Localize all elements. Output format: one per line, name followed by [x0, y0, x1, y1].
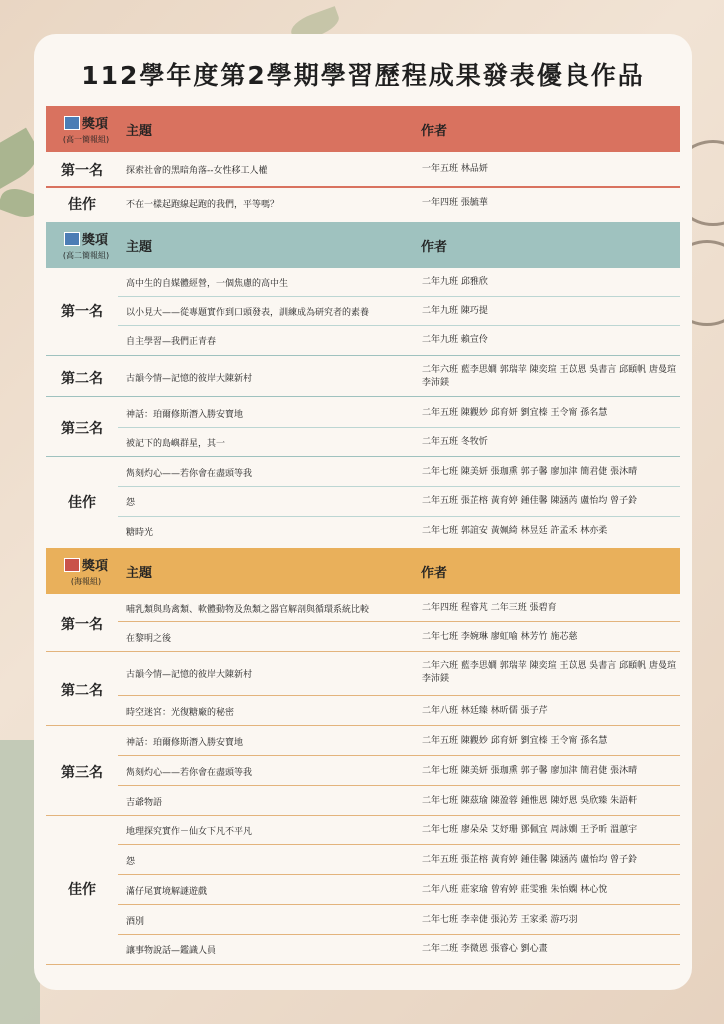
divider: [118, 695, 680, 696]
topic-column-header: 主題: [126, 239, 153, 255]
author-column-header: 作者: [421, 565, 448, 581]
topic-cell: 高中生的自媒體經營，一個焦慮的高中生: [126, 279, 289, 289]
topic-cell: 雋刻灼心——若你會在盡頭等我: [126, 469, 253, 479]
author-cell: 二年五班 陳觀妙 邱育妍 劉宜榛 王令甯 孫名慧: [422, 408, 608, 418]
award-column-header: [46, 229, 126, 261]
divider: [46, 186, 680, 188]
section-header-grade11-presentation: [46, 222, 680, 268]
award-label: 獎項: [81, 559, 108, 574]
author-cell: 二年七班 郭誼安 黃姵綺 林昱廷 許孟禾 林亦柔: [422, 526, 608, 536]
topic-cell: 神話：珀爾修斯潛入勝安寶地: [126, 738, 244, 748]
topic-cell: 時空迷宮：光復糖廠的秘密: [126, 708, 235, 718]
divider: [46, 815, 680, 816]
author-cell: 二年九班 陳巧提: [422, 306, 488, 316]
author-cell: 二年五班 張芷榕 黃育婷 鍾佳馨 陳涵芮 盧怡均 曾子鈴: [422, 496, 638, 506]
divider: [118, 785, 680, 786]
author-cell: 二年七班 廖朵朵 艾妤珊 鄧佩宜 周詠嫺 王予昕 溫蕙宇: [422, 825, 638, 835]
rank-label: 第三名: [61, 421, 103, 437]
topic-cell: 吉爺物語: [126, 798, 163, 808]
author-cell: 二年五班 冬牧忻: [422, 437, 488, 447]
divider: [118, 296, 680, 297]
rank-label: 第二名: [61, 683, 103, 699]
author-cell: 二年七班 陳茲瑜 陳盈蓉 鍾惟恩 陳妤恩 吳欣臻 朱語軒: [422, 796, 638, 806]
topic-cell: 在黎明之後: [126, 634, 172, 644]
author-cell: 二年二班 李微恩 張睿心 劉心畫: [422, 944, 548, 954]
rank-label: 第一名: [61, 617, 103, 633]
poster-paper: [34, 34, 692, 990]
topic-cell: 滿仔尾實境解謎遊戲: [126, 887, 208, 897]
section-header-poster: [46, 548, 680, 594]
divider: [118, 427, 680, 428]
divider: [46, 651, 680, 652]
divider: [118, 874, 680, 875]
topic-cell: 酒別: [126, 917, 145, 927]
divider: [118, 844, 680, 845]
topic-cell: 怨: [126, 857, 136, 867]
divider: [118, 755, 680, 756]
group-label: (高一簡報組): [62, 135, 110, 144]
divider: [118, 904, 680, 905]
topic-column-header: 主題: [126, 565, 153, 581]
author-cell: 二年九班 賴宣伶: [422, 335, 488, 345]
section-header-grade10-presentation: [46, 106, 680, 152]
author-cell: 二年七班 陳美妍 張珈熏 郭子馨 廖加津 簡君倢 張沐晴: [422, 766, 638, 776]
rank-label: 第二名: [61, 371, 103, 387]
topic-cell: 糖時光: [126, 528, 154, 538]
author-column-header: 作者: [421, 123, 448, 139]
author-cell: 二年六班 藍李思嫺 郭瑞苹 陳奕瑄 王苡恩 吳書言 邱頤帆 唐曼瑄 李沛鎂: [422, 365, 677, 388]
rank-label: 佳作: [68, 495, 96, 511]
rank-label: 佳作: [68, 882, 96, 898]
topic-cell: 以小見大——從專題實作到口頭發表，訓練成為研究者的素養: [126, 308, 370, 318]
topic-cell: 怨: [126, 498, 136, 508]
author-cell: 二年四班 程睿芃 二年三班 張碧育: [422, 603, 557, 613]
author-column-header: 作者: [421, 239, 448, 255]
page-title: 112學年度第2學期學習歷程成果發表優良作品: [81, 61, 645, 90]
topic-cell: 古韻今情—記憶的彼岸大陳新村: [126, 374, 253, 384]
rank-label: 第一名: [61, 163, 103, 179]
group-label: (海報組): [70, 577, 102, 586]
presentation-icon: [64, 116, 80, 130]
award-column-header: [46, 113, 126, 145]
award-label: 獎項: [81, 233, 108, 248]
topic-cell: 自主學習—我們正青春: [126, 337, 217, 347]
author-cell: 二年七班 李幸倢 張沁芳 王家柔 游巧羽: [422, 915, 578, 925]
award-column-header: [46, 555, 126, 587]
author-cell: 二年七班 陳美妍 張珈熏 郭子馨 廖加津 簡君倢 張沐晴: [422, 467, 638, 477]
divider: [118, 516, 680, 517]
author-cell: 一年五班 林品妍: [422, 164, 488, 174]
divider: [46, 456, 680, 457]
author-cell: 二年五班 陳觀妙 邱育妍 劉宜榛 王令甯 孫名慧: [422, 736, 608, 746]
topic-cell: 古韻今情—記憶的彼岸大陳新村: [126, 670, 253, 680]
divider: [46, 355, 680, 356]
author-cell: 二年八班 莊家瑜 曾宥婷 莊雯雅 朱怡嫻 林心悅: [422, 885, 608, 895]
topic-cell: 讓事物說話—鑑識人員: [126, 946, 217, 956]
author-cell: 二年七班 李婉琳 廖虹喻 林芳竹 施芯慈: [422, 632, 578, 642]
divider: [46, 725, 680, 726]
rank-label: 第一名: [61, 304, 103, 320]
presentation-icon: [64, 232, 80, 246]
poster-icon: [64, 558, 80, 572]
topic-cell: 探索社會的黑暗角落--女性移工人權: [126, 166, 268, 176]
divider: [118, 934, 680, 935]
rank-label: 佳作: [68, 197, 96, 213]
divider: [118, 325, 680, 326]
group-label: (高二簡報組): [62, 251, 110, 260]
divider: [118, 621, 680, 622]
author-cell: 一年四班 張毓華: [422, 198, 488, 208]
divider: [118, 486, 680, 487]
author-cell: 二年五班 張芷榕 黃育婷 鍾佳馨 陳涵芮 盧怡均 曾子鈴: [422, 855, 638, 865]
divider: [46, 396, 680, 397]
topic-cell: 哺乳類與鳥禽類、軟體動物及魚類之器官解剖與循環系統比較: [126, 605, 370, 615]
author-cell: 二年八班 林廷臻 林昕儒 張子芹: [422, 706, 548, 716]
topic-cell: 雋刻灼心——若你會在盡頭等我: [126, 768, 253, 778]
topic-cell: 神話：珀爾修斯潛入勝安寶地: [126, 410, 244, 420]
rank-label: 第三名: [61, 765, 103, 781]
topic-cell: 不在一樣起跑線起跑的我們，平等嗎？: [126, 200, 280, 210]
author-cell: 二年六班 藍李思嫺 郭瑞苹 陳奕瑄 王苡恩 吳書言 邱頤帆 唐曼瑄 李沛鎂: [422, 661, 677, 684]
author-cell: 二年九班 邱雅欣: [422, 277, 488, 287]
award-label: 獎項: [81, 117, 108, 132]
topic-cell: 被記下的島嶼群星，其一: [126, 439, 226, 449]
divider: [46, 964, 680, 965]
topic-cell: 地理探究實作－仙女下凡不平凡: [126, 827, 253, 837]
topic-column-header: 主題: [126, 123, 153, 139]
